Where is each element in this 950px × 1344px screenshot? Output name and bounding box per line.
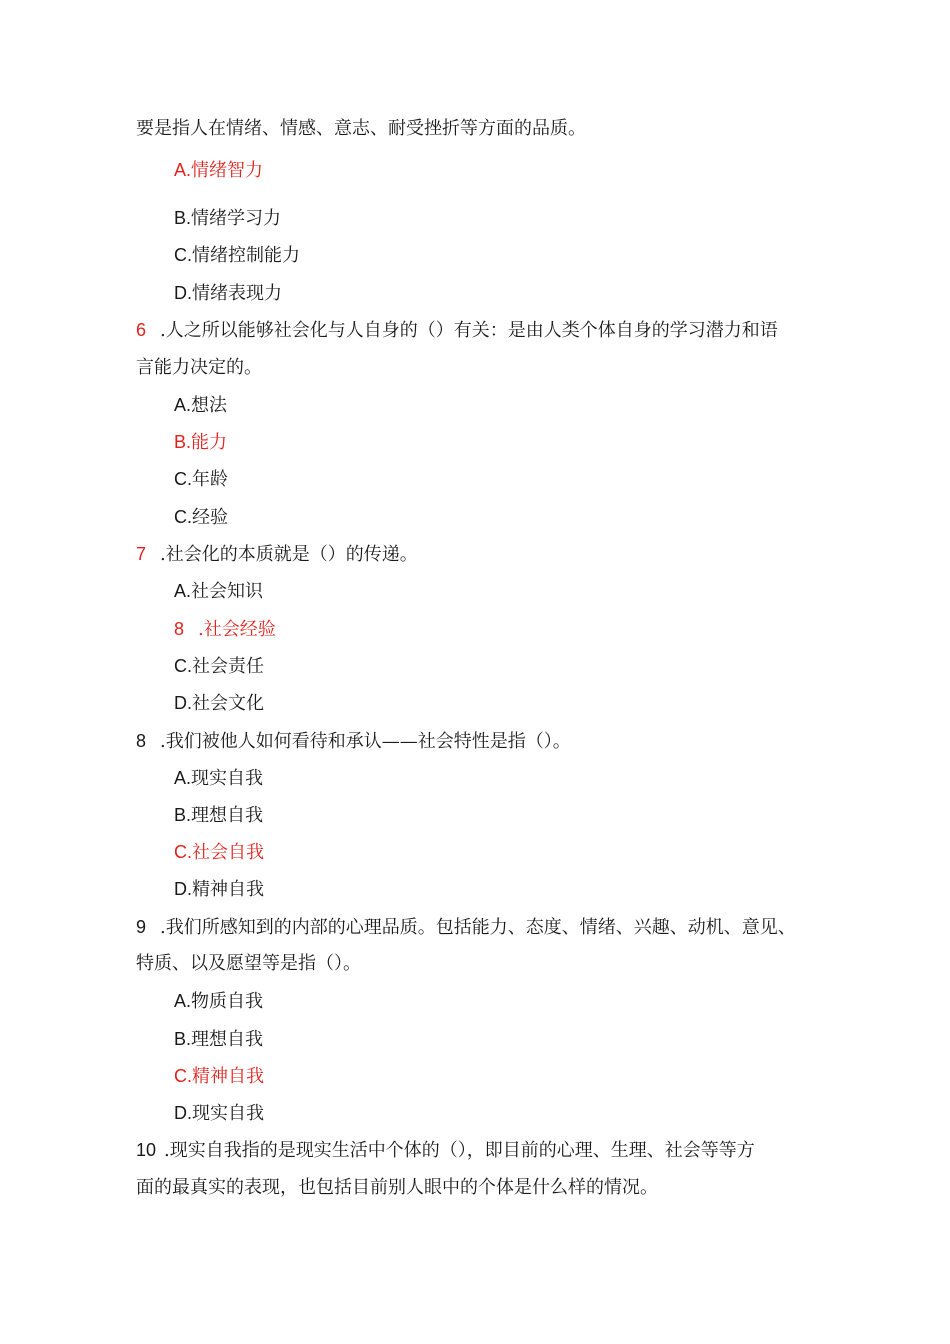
question-6-stem-line2: 言能力决定的。: [136, 357, 262, 378]
question-8-stem: [136, 729, 571, 754]
option-letter: A.: [174, 768, 192, 788]
question-10-stem-line2: 面的最真实的表现，也包括目前别人眼中的个体是什么样的情况。: [136, 1177, 658, 1198]
question-9-option-a[interactable]: [174, 989, 263, 1014]
question-number: 7: [136, 544, 147, 564]
question-number: 6: [136, 320, 147, 340]
option-letter: A.: [174, 991, 192, 1011]
question-number: 9: [136, 917, 147, 937]
option-letter: C.: [174, 1066, 192, 1086]
question-6-option-b[interactable]: [174, 430, 227, 455]
option-letter: C.: [174, 507, 192, 527]
option-text: 现实自我: [192, 1103, 264, 1124]
question-8-option-d[interactable]: [174, 877, 264, 902]
option-letter: B.: [174, 208, 192, 228]
option-letter: A.: [174, 395, 192, 415]
question-9-option-c[interactable]: [174, 1064, 264, 1089]
option-letter: B.: [174, 1029, 192, 1049]
option-letter: A.: [174, 160, 192, 180]
option-letter: D.: [174, 693, 192, 713]
option-text: 社会责任: [192, 656, 264, 677]
option-text: 年龄: [192, 469, 228, 490]
question-number: 8: [136, 731, 147, 751]
option-text: 想法: [191, 395, 228, 416]
question-text: .我们所感知到的内部的心理品质。包括能力、态度、情绪、兴趣、动机、意见、: [160, 917, 796, 938]
option-letter: D.: [174, 1103, 192, 1123]
option-letter: D.: [174, 283, 192, 303]
question-text: .人之所以能够社会化与人自身的（）有关：是由人类个体自身的学习潜力和语: [160, 320, 778, 341]
question-5-option-a[interactable]: [174, 158, 263, 183]
option-letter: C.: [174, 469, 192, 489]
option-text: 物质自我: [191, 991, 264, 1012]
option-text: 社会知识: [191, 581, 264, 602]
question-8-option-c[interactable]: [174, 840, 264, 865]
option-letter: B.: [174, 432, 192, 452]
option-text: 理想自我: [191, 805, 264, 826]
question-text: .现实自我指的是现实生活中个体的（），即目前的心理、生理、社会等等方: [164, 1140, 755, 1161]
option-text: 理想自我: [191, 1029, 264, 1050]
option-text: 情绪表现力: [192, 283, 282, 304]
option-letter: C.: [174, 656, 192, 676]
option-text: 情绪智力: [191, 160, 264, 181]
option-text: 社会自我: [192, 842, 264, 863]
question-5-option-d[interactable]: [174, 281, 282, 306]
option-text: .社会经验: [198, 619, 276, 640]
question-8-option-b[interactable]: [174, 803, 263, 828]
question-6-option-a[interactable]: [174, 393, 227, 418]
option-text: 情绪学习力: [191, 208, 282, 229]
question-7-option-c[interactable]: [174, 654, 264, 679]
question-10-stem: [136, 1138, 755, 1163]
question-9-stem-line2: 特质、以及愿望等是指（）。: [136, 953, 361, 974]
question-9-stem: [136, 915, 796, 940]
question-7-option-d[interactable]: [174, 691, 264, 716]
option-text: 能力: [191, 432, 228, 453]
question-7-option-a[interactable]: [174, 579, 263, 604]
option-letter: C.: [174, 842, 192, 862]
option-letter: C.: [174, 245, 192, 265]
question-text: .我们被他人如何看待和承认——社会特性是指（）。: [160, 731, 571, 752]
option-text: 经验: [192, 507, 228, 528]
question-7-stem: [136, 542, 418, 567]
option-text: 精神自我: [192, 879, 264, 900]
option-text: 情绪控制能力: [192, 245, 300, 266]
option-text: 精神自我: [192, 1066, 264, 1087]
question-6-stem: [136, 318, 778, 343]
option-letter: 8: [174, 619, 185, 639]
option-letter: B.: [174, 805, 192, 825]
question-9-option-d[interactable]: [174, 1101, 264, 1126]
option-text: 社会文化: [192, 693, 264, 714]
question-text: .社会化的本质就是（）的传递。: [160, 544, 418, 565]
question-8-option-a[interactable]: [174, 766, 263, 791]
question-5-stem-continuation: 要是指人在情绪、情感、意志、耐受挫折等方面的品质。: [136, 118, 586, 139]
question-6-option-d[interactable]: [174, 505, 228, 530]
question-9-option-b[interactable]: [174, 1027, 263, 1052]
question-5-option-b[interactable]: [174, 206, 281, 231]
question-6-option-c[interactable]: [174, 467, 228, 492]
question-number: 10: [136, 1140, 157, 1160]
option-text: 现实自我: [191, 768, 264, 789]
question-7-option-b[interactable]: [174, 617, 276, 642]
option-letter: D.: [174, 879, 192, 899]
option-letter: A.: [174, 581, 192, 601]
question-5-option-c[interactable]: [174, 243, 300, 268]
